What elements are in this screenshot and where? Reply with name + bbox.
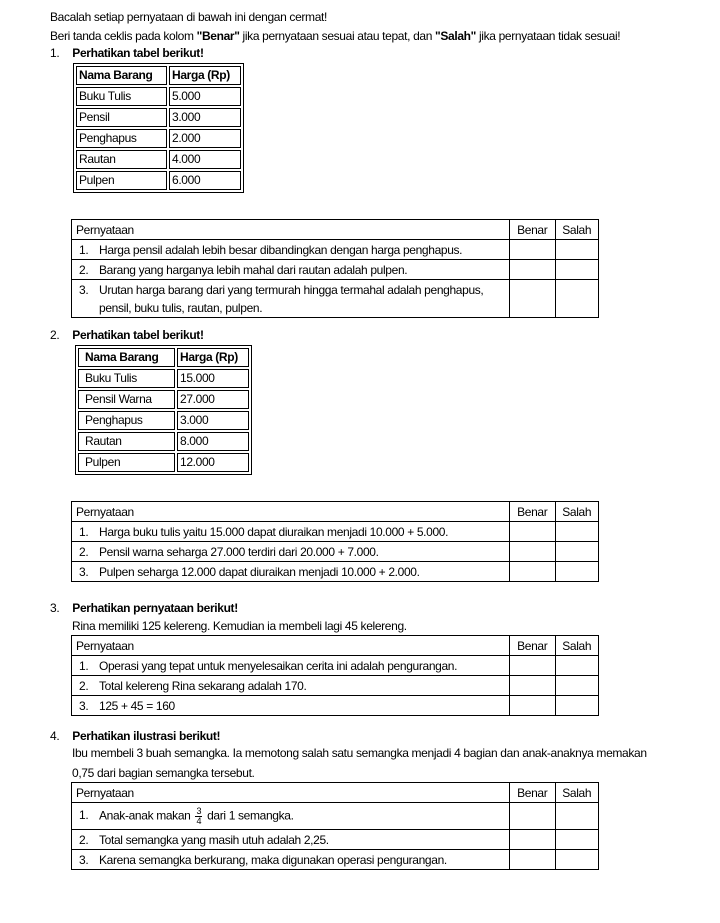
benar-checkbox-cell[interactable] <box>509 522 555 542</box>
item-name: Pulpen <box>78 453 175 472</box>
item-price: 12.000 <box>177 453 249 472</box>
item-name: Rautan <box>78 432 175 451</box>
column-header: Benar <box>509 783 555 803</box>
question-title: Perhatikan ilustrasi berikut! <box>72 729 221 743</box>
statement-number: 1. <box>79 242 89 257</box>
table-row <box>78 453 249 472</box>
fraction <box>195 807 202 826</box>
column-header: Salah <box>555 220 599 240</box>
statement-number: 1. <box>79 808 89 823</box>
column-header: Salah <box>555 636 599 656</box>
statement-row <box>72 542 599 562</box>
item-price: 15.000 <box>177 369 249 388</box>
statement-text <box>72 522 510 542</box>
item-price: 3.000 <box>169 108 241 127</box>
table-row <box>76 108 241 127</box>
salah-checkbox-cell[interactable] <box>555 542 599 562</box>
statement-row <box>72 562 599 582</box>
question-number: 4. <box>50 729 60 743</box>
statement-row <box>72 803 599 830</box>
fraction-denominator: 4 <box>196 815 202 826</box>
instruction-salah: "Salah" <box>435 29 476 43</box>
table-row <box>78 432 249 451</box>
statement-text <box>72 542 510 562</box>
question-3-text: Rina memiliki 125 kelereng. Kemudian ia membeli lagi 45 kelereng. <box>72 619 407 633</box>
statement-row <box>72 522 599 542</box>
question-2-heading <box>50 328 204 342</box>
statement-content: Operasi yang tepat untuk menyelesaikan cerita ini adalah pengurangan. <box>99 658 458 673</box>
column-header: Benar <box>509 636 555 656</box>
benar-checkbox-cell[interactable] <box>509 562 555 582</box>
question-4-heading <box>50 729 220 743</box>
table-header: Nama Barang <box>78 348 175 367</box>
item-name: Buku Tulis <box>76 87 167 106</box>
benar-checkbox-cell[interactable] <box>509 696 555 716</box>
statement-content: Total semangka yang masih utuh adalah 2,25. <box>99 832 329 847</box>
salah-checkbox-cell[interactable] <box>555 240 599 260</box>
salah-checkbox-cell[interactable] <box>555 562 599 582</box>
item-price: 2.000 <box>169 129 241 148</box>
statement-text <box>72 696 510 716</box>
instruction-text: jika pernyataan tidak sesuai! <box>476 29 621 43</box>
item-name: Penghapus <box>76 129 167 148</box>
question-title: Perhatikan pernyataan berikut! <box>72 601 238 615</box>
q4-statement-table <box>71 782 599 870</box>
statement-row <box>72 696 599 716</box>
item-name: Buku Tulis <box>78 369 175 388</box>
table-header: Harga (Rp) <box>177 348 249 367</box>
question-number: 2. <box>50 328 60 342</box>
benar-checkbox-cell[interactable] <box>509 542 555 562</box>
item-price: 4.000 <box>169 150 241 169</box>
instruction-line-2 <box>50 29 620 43</box>
fraction-numerator: 3 <box>196 805 202 816</box>
salah-checkbox-cell[interactable] <box>555 656 599 676</box>
q1-statement-table <box>71 219 599 318</box>
statement-number: 2. <box>79 262 89 277</box>
statement-row <box>72 656 599 676</box>
benar-checkbox-cell[interactable] <box>509 830 555 850</box>
statement-number: 3. <box>79 564 89 579</box>
statement-row <box>72 240 599 260</box>
statement-content: Barang yang harganya lebih mahal dari rautan adalah pulpen. <box>99 262 408 277</box>
benar-checkbox-cell[interactable] <box>509 850 555 870</box>
item-name: Pulpen <box>76 171 167 190</box>
table-header: Harga (Rp) <box>169 66 241 85</box>
statement-number: 2. <box>79 832 89 847</box>
statement-text <box>72 260 510 280</box>
instruction-text: jika pernyataan sesuai atau tepat, dan <box>239 29 436 43</box>
column-header: Salah <box>555 783 599 803</box>
column-header: Benar <box>509 502 555 522</box>
statement-text <box>72 803 510 830</box>
benar-checkbox-cell[interactable] <box>509 803 555 830</box>
salah-checkbox-cell[interactable] <box>555 696 599 716</box>
item-name: Rautan <box>76 150 167 169</box>
table-row <box>76 150 241 169</box>
statement-number: 3. <box>79 698 89 713</box>
statement-content: Anak-anak makan <box>99 808 191 823</box>
statement-content: Karena semangka berkurang, maka digunakan operasi pengurangan. <box>99 852 447 867</box>
statement-text <box>72 656 510 676</box>
salah-checkbox-cell[interactable] <box>555 280 599 318</box>
benar-checkbox-cell[interactable] <box>509 260 555 280</box>
table-row <box>78 369 249 388</box>
statement-number: 3. <box>79 282 89 297</box>
item-name: Pensil Warna <box>78 390 175 409</box>
statement-text <box>72 850 510 870</box>
instruction-text: Beri tanda ceklis pada kolom <box>50 29 197 43</box>
statement-number: 2. <box>79 544 89 559</box>
salah-checkbox-cell[interactable] <box>555 260 599 280</box>
q2-statement-table <box>71 501 599 582</box>
statement-content: Pulpen seharga 12.000 dapat diuraikan menjadi 10.000 + 2.000. <box>99 564 420 579</box>
q1-price-table <box>73 63 244 193</box>
statement-content: Harga pensil adalah lebih besar dibandingkan dengan harga penghapus. <box>99 242 463 257</box>
statement-text <box>72 676 510 696</box>
question-number: 1. <box>50 46 60 60</box>
column-header: Pernyataan <box>72 783 510 803</box>
statement-text <box>72 240 510 260</box>
table-row <box>78 411 249 430</box>
statement-text <box>72 280 510 318</box>
statement-number: 3. <box>79 852 89 867</box>
item-price: 27.000 <box>177 390 249 409</box>
statement-text <box>72 562 510 582</box>
table-row <box>78 390 249 409</box>
item-price: 3.000 <box>177 411 249 430</box>
column-header: Pernyataan <box>72 502 510 522</box>
q3-statement-table <box>71 635 599 716</box>
salah-checkbox-cell[interactable] <box>555 522 599 542</box>
instruction-benar: "Benar" <box>196 29 240 43</box>
statement-text <box>72 830 510 850</box>
item-price: 5.000 <box>169 87 241 106</box>
question-4-text-line-1: Ibu membeli 3 buah semangka. Ia memotong salah satu semangka menjadi 4 bagian dan anak-anaknya memakan <box>72 746 647 760</box>
item-price: 6.000 <box>169 171 241 190</box>
question-4-text-line-2: 0,75 dari bagian semangka tersebut. <box>72 766 255 780</box>
instruction-line-1: Bacalah setiap pernyataan di bawah ini dengan cermat! <box>50 10 327 24</box>
benar-checkbox-cell[interactable] <box>509 240 555 260</box>
statement-content: Urutan harga barang dari yang termurah hingga termahal adalah penghapus, <box>99 282 484 297</box>
table-header: Nama Barang <box>76 66 167 85</box>
benar-checkbox-cell[interactable] <box>509 280 555 318</box>
question-1-heading <box>50 46 204 60</box>
question-title: Perhatikan tabel berikut! <box>72 328 204 342</box>
statement-number: 1. <box>79 524 89 539</box>
column-header: Salah <box>555 502 599 522</box>
statement-content: pensil, buku tulis, rautan, pulpen. <box>99 300 263 315</box>
question-3-heading <box>50 601 238 615</box>
statement-row <box>72 850 599 870</box>
statement-row <box>72 260 599 280</box>
benar-checkbox-cell[interactable] <box>509 676 555 696</box>
question-title: Perhatikan tabel berikut! <box>72 46 204 60</box>
statement-row <box>72 676 599 696</box>
statement-content: Pensil warna seharga 27.000 terdiri dari 20.000 + 7.000. <box>99 544 379 559</box>
column-header: Benar <box>509 220 555 240</box>
salah-checkbox-cell[interactable] <box>555 830 599 850</box>
q2-price-table <box>75 345 252 475</box>
salah-checkbox-cell[interactable] <box>555 850 599 870</box>
table-row <box>76 171 241 190</box>
salah-checkbox-cell[interactable] <box>555 803 599 830</box>
column-header: Pernyataan <box>72 636 510 656</box>
item-name: Penghapus <box>78 411 175 430</box>
table-row <box>76 129 241 148</box>
item-name: Pensil <box>76 108 167 127</box>
item-price: 8.000 <box>177 432 249 451</box>
statement-number: 2. <box>79 678 89 693</box>
statement-content: 125 + 45 = 160 <box>99 698 175 713</box>
statement-content: Total kelereng Rina sekarang adalah 170. <box>99 678 307 693</box>
question-number: 3. <box>50 601 60 615</box>
benar-checkbox-cell[interactable] <box>509 656 555 676</box>
salah-checkbox-cell[interactable] <box>555 676 599 696</box>
statement-number: 1. <box>79 658 89 673</box>
statement-content: dari 1 semangka. <box>207 808 294 823</box>
statement-content: Harga buku tulis yaitu 15.000 dapat diuraikan menjadi 10.000 + 5.000. <box>99 524 449 539</box>
table-row <box>76 87 241 106</box>
statement-row <box>72 830 599 850</box>
statement-row <box>72 280 599 318</box>
column-header: Pernyataan <box>72 220 510 240</box>
